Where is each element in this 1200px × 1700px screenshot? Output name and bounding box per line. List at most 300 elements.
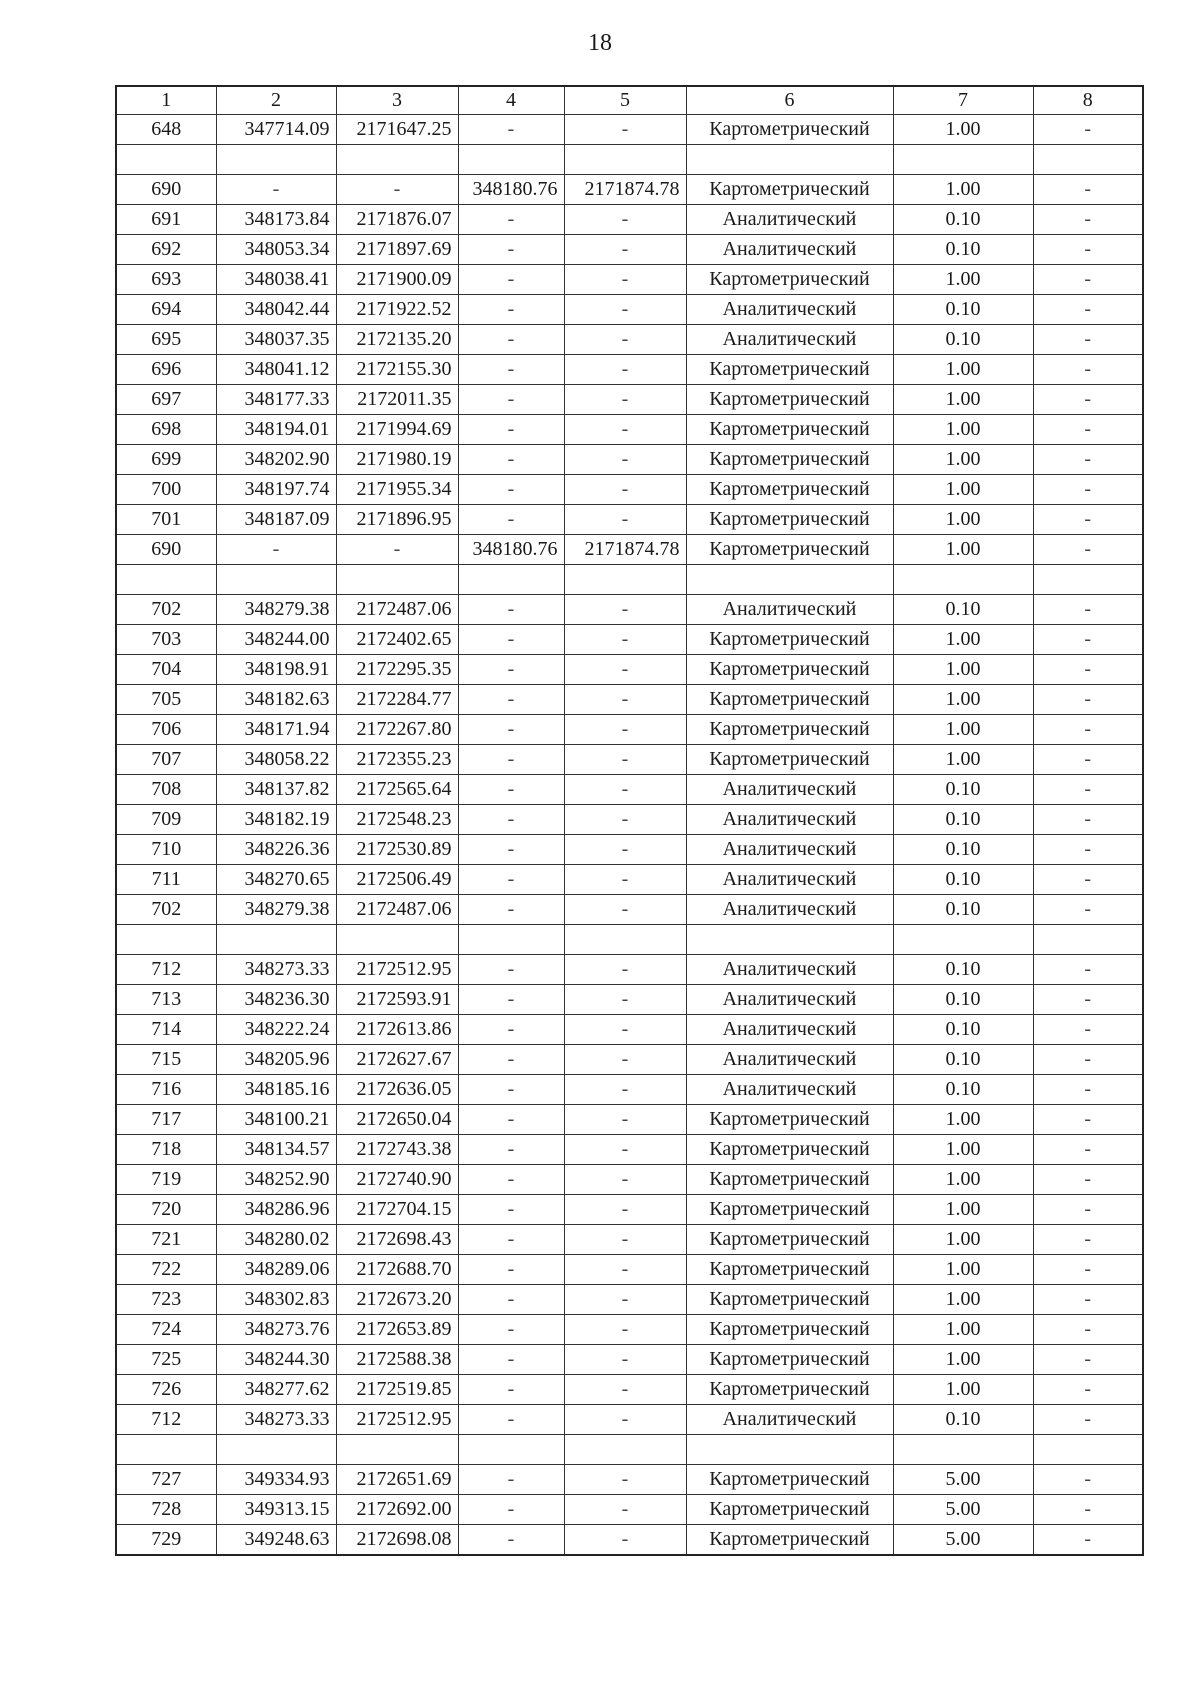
table-cell: -	[458, 1015, 564, 1045]
table-cell: -	[1033, 775, 1143, 805]
table-cell: -	[564, 955, 686, 985]
table-cell: -	[458, 475, 564, 505]
table-cell: 1.00	[893, 475, 1033, 505]
table-cell	[1033, 565, 1143, 595]
table-cell: -	[564, 505, 686, 535]
table-cell: -	[458, 1285, 564, 1315]
table-cell: 348252.90	[216, 1165, 336, 1195]
table-cell: 2172673.20	[336, 1285, 458, 1315]
table-cell: -	[564, 1465, 686, 1495]
table-cell: -	[564, 1075, 686, 1105]
table-cell: Аналитический	[686, 1075, 893, 1105]
table-cell: -	[1033, 1315, 1143, 1345]
table-cell: -	[564, 1405, 686, 1435]
table-cell: 699	[116, 445, 216, 475]
table-cell: 0.10	[893, 595, 1033, 625]
table-cell: -	[216, 175, 336, 205]
table-cell: -	[564, 715, 686, 745]
table-cell: 348180.76	[458, 535, 564, 565]
table-cell: -	[564, 895, 686, 925]
table-cell: 2172135.20	[336, 325, 458, 355]
table-cell: 701	[116, 505, 216, 535]
table-cell: 0.10	[893, 895, 1033, 925]
table-cell: 2172402.65	[336, 625, 458, 655]
table-cell: 348244.00	[216, 625, 336, 655]
table-cell: 348289.06	[216, 1255, 336, 1285]
table-cell: -	[564, 475, 686, 505]
table-cell: -	[1033, 325, 1143, 355]
table-cell: -	[564, 1375, 686, 1405]
table-cell	[216, 145, 336, 175]
table-cell: 348280.02	[216, 1225, 336, 1255]
table-cell: Картометрический	[686, 505, 893, 535]
table-cell: -	[458, 775, 564, 805]
table-row	[116, 955, 1143, 985]
table-cell: 1.00	[893, 1285, 1033, 1315]
table-cell: -	[564, 115, 686, 145]
table-cell: -	[458, 715, 564, 745]
table-row	[116, 415, 1143, 445]
table-cell: 2172651.69	[336, 1465, 458, 1495]
table-cell: Картометрический	[686, 1345, 893, 1375]
table-row	[116, 775, 1143, 805]
table-cell: 2172565.64	[336, 775, 458, 805]
table-cell: -	[1033, 415, 1143, 445]
table-cell: 348182.63	[216, 685, 336, 715]
table-cell: -	[564, 835, 686, 865]
table-cell: 718	[116, 1135, 216, 1165]
table-cell: 0.10	[893, 805, 1033, 835]
table-cell: 695	[116, 325, 216, 355]
table-cell	[116, 1435, 216, 1465]
table-cell: Аналитический	[686, 1045, 893, 1075]
table-cell: 0.10	[893, 955, 1033, 985]
table-cell: Картометрический	[686, 1255, 893, 1285]
table-cell: 0.10	[893, 985, 1033, 1015]
table-cell: -	[564, 1345, 686, 1375]
table-cell: 2171647.25	[336, 115, 458, 145]
column-header: 8	[1033, 86, 1143, 115]
table-cell: -	[1033, 1195, 1143, 1225]
column-header: 6	[686, 86, 893, 115]
table-cell: 702	[116, 895, 216, 925]
table-cell: Аналитический	[686, 955, 893, 985]
table-cell	[116, 565, 216, 595]
table-cell: -	[458, 895, 564, 925]
table-cell: Аналитический	[686, 895, 893, 925]
table-cell: 1.00	[893, 1195, 1033, 1225]
table-cell: -	[458, 355, 564, 385]
table-cell: -	[564, 1165, 686, 1195]
table-cell: 348270.65	[216, 865, 336, 895]
table-row	[116, 685, 1143, 715]
table-cell: Аналитический	[686, 865, 893, 895]
table-cell: -	[564, 445, 686, 475]
table-cell	[1033, 1435, 1143, 1465]
table-cell: -	[458, 1405, 564, 1435]
table-cell: Картометрический	[686, 1135, 893, 1165]
table-cell: Картометрический	[686, 1105, 893, 1135]
table-cell: 0.10	[893, 1045, 1033, 1075]
table-cell: -	[1033, 745, 1143, 775]
table-cell: 2171876.07	[336, 205, 458, 235]
table-cell: 708	[116, 775, 216, 805]
table-row	[116, 1015, 1143, 1045]
table-row	[116, 175, 1143, 205]
table-cell: -	[564, 985, 686, 1015]
table-cell: -	[564, 385, 686, 415]
table-cell: 690	[116, 175, 216, 205]
table-cell: 2172593.91	[336, 985, 458, 1015]
table-cell: -	[564, 1255, 686, 1285]
table-cell	[893, 145, 1033, 175]
table-cell: -	[1033, 865, 1143, 895]
table-cell: 702	[116, 595, 216, 625]
table-cell: -	[1033, 445, 1143, 475]
table-cell: 703	[116, 625, 216, 655]
table-row	[116, 505, 1143, 535]
table-cell	[216, 565, 336, 595]
table-cell: 0.10	[893, 235, 1033, 265]
table-cell: 714	[116, 1015, 216, 1045]
table-cell: 348226.36	[216, 835, 336, 865]
table-cell: Аналитический	[686, 775, 893, 805]
table-cell	[1033, 925, 1143, 955]
table-cell: 5.00	[893, 1525, 1033, 1556]
table-cell: Картометрический	[686, 655, 893, 685]
table-cell: -	[564, 1225, 686, 1255]
table-cell: 348137.82	[216, 775, 336, 805]
table-cell: 2172155.30	[336, 355, 458, 385]
table-cell: 1.00	[893, 1135, 1033, 1165]
table-cell: -	[458, 1525, 564, 1556]
table-cell: 721	[116, 1225, 216, 1255]
table-cell: 1.00	[893, 715, 1033, 745]
table-cell: 0.10	[893, 1075, 1033, 1105]
table-cell	[116, 925, 216, 955]
table-row	[116, 1045, 1143, 1075]
table-cell: -	[1033, 1045, 1143, 1075]
table-cell: -	[1033, 235, 1143, 265]
table-cell: 726	[116, 1375, 216, 1405]
table-cell: -	[1033, 205, 1143, 235]
table-cell: 0.10	[893, 1015, 1033, 1045]
table-cell: 696	[116, 355, 216, 385]
table-cell: -	[458, 1255, 564, 1285]
table-cell: -	[564, 655, 686, 685]
table-cell: 2172295.35	[336, 655, 458, 685]
table-cell: -	[564, 415, 686, 445]
table-cell: 348100.21	[216, 1105, 336, 1135]
table-cell: -	[1033, 1135, 1143, 1165]
table-row	[116, 1075, 1143, 1105]
table-cell: -	[1033, 685, 1143, 715]
table-cell: -	[564, 1285, 686, 1315]
table-cell: -	[458, 1315, 564, 1345]
table-cell: -	[458, 1075, 564, 1105]
table-cell: 348205.96	[216, 1045, 336, 1075]
table-row	[116, 625, 1143, 655]
table-cell: -	[458, 595, 564, 625]
table-row	[116, 445, 1143, 475]
table-cell: -	[1033, 1495, 1143, 1525]
table-cell	[458, 1435, 564, 1465]
table-cell: 2172355.23	[336, 745, 458, 775]
table-cell: -	[1033, 1105, 1143, 1135]
table-cell: Картометрический	[686, 445, 893, 475]
table-cell: -	[564, 1495, 686, 1525]
table-cell	[336, 1435, 458, 1465]
table-cell: 1.00	[893, 625, 1033, 655]
table-cell: 715	[116, 1045, 216, 1075]
table-cell: 2171980.19	[336, 445, 458, 475]
table-cell: -	[1033, 895, 1143, 925]
table-row	[116, 715, 1143, 745]
table-cell: -	[1033, 385, 1143, 415]
table-cell: 2172636.05	[336, 1075, 458, 1105]
table-cell: -	[564, 805, 686, 835]
separator-row	[116, 1435, 1143, 1465]
table-body	[116, 86, 1143, 1555]
table-cell	[336, 145, 458, 175]
table-cell: 348273.33	[216, 1405, 336, 1435]
table-cell	[564, 145, 686, 175]
table-cell: 697	[116, 385, 216, 415]
table-cell: -	[564, 295, 686, 325]
table-cell: 2172530.89	[336, 835, 458, 865]
table-cell: 348041.12	[216, 355, 336, 385]
table-cell: 713	[116, 985, 216, 1015]
table-cell: 2171896.95	[336, 505, 458, 535]
table-cell: -	[1033, 1075, 1143, 1105]
table-cell: -	[458, 865, 564, 895]
table-cell: 2172512.95	[336, 955, 458, 985]
table-row	[116, 1405, 1143, 1435]
table-cell: 2172487.06	[336, 595, 458, 625]
column-header: 3	[336, 86, 458, 115]
separator-row	[116, 145, 1143, 175]
table-cell: 348273.76	[216, 1315, 336, 1345]
table-row	[116, 1525, 1143, 1556]
table-cell: 716	[116, 1075, 216, 1105]
table-cell: -	[216, 535, 336, 565]
table-cell: -	[1033, 1165, 1143, 1195]
table-cell: 690	[116, 535, 216, 565]
table-cell: -	[1033, 715, 1143, 745]
table-cell: 710	[116, 835, 216, 865]
table-cell: -	[458, 955, 564, 985]
table-cell: Картометрический	[686, 355, 893, 385]
table-cell: 712	[116, 955, 216, 985]
table-cell: -	[458, 235, 564, 265]
table-cell: 348302.83	[216, 1285, 336, 1315]
table-cell: 2171955.34	[336, 475, 458, 505]
table-cell: -	[564, 865, 686, 895]
table-cell: -	[458, 325, 564, 355]
table-cell: -	[458, 1375, 564, 1405]
table-cell: -	[564, 355, 686, 385]
table-cell	[893, 1435, 1033, 1465]
table-cell: 728	[116, 1495, 216, 1525]
table-row	[116, 1105, 1143, 1135]
table-cell: 2172698.08	[336, 1525, 458, 1556]
table-cell: -	[458, 385, 564, 415]
table-cell: Картометрический	[686, 745, 893, 775]
table-cell: 348222.24	[216, 1015, 336, 1045]
table-cell	[458, 565, 564, 595]
table-cell: 1.00	[893, 745, 1033, 775]
table-cell: 5.00	[893, 1465, 1033, 1495]
table-cell: 348194.01	[216, 415, 336, 445]
table-cell: -	[564, 685, 686, 715]
table-cell	[686, 145, 893, 175]
table-cell: -	[1033, 1225, 1143, 1255]
table-cell: 1.00	[893, 1375, 1033, 1405]
table-cell: -	[1033, 475, 1143, 505]
table-cell: -	[1033, 175, 1143, 205]
table-cell: 348198.91	[216, 655, 336, 685]
table-cell: 348279.38	[216, 595, 336, 625]
table-cell: -	[458, 205, 564, 235]
table-cell: -	[1033, 985, 1143, 1015]
table-row	[116, 595, 1143, 625]
table-cell: Аналитический	[686, 1405, 893, 1435]
coordinates-table	[115, 85, 1144, 1556]
table-cell: -	[564, 595, 686, 625]
table-cell: Картометрический	[686, 1165, 893, 1195]
table-cell: 704	[116, 655, 216, 685]
table-cell: Аналитический	[686, 325, 893, 355]
table-cell: 712	[116, 1405, 216, 1435]
column-header: 5	[564, 86, 686, 115]
table-cell: 2172512.95	[336, 1405, 458, 1435]
table-cell: -	[1033, 595, 1143, 625]
table-cell: Аналитический	[686, 595, 893, 625]
table-row	[116, 115, 1143, 145]
table-cell: 724	[116, 1315, 216, 1345]
table-cell: 348171.94	[216, 715, 336, 745]
table-cell: -	[1033, 1255, 1143, 1285]
table-cell: 1.00	[893, 115, 1033, 145]
table-cell: 5.00	[893, 1495, 1033, 1525]
table-row	[116, 475, 1143, 505]
table-cell: 2172653.89	[336, 1315, 458, 1345]
table-cell: 2171922.52	[336, 295, 458, 325]
table-cell: 2172487.06	[336, 895, 458, 925]
table-cell: -	[1033, 505, 1143, 535]
table-cell: -	[1033, 835, 1143, 865]
table-cell: 2171900.09	[336, 265, 458, 295]
table-cell: 0.10	[893, 325, 1033, 355]
table-cell: 720	[116, 1195, 216, 1225]
table-header-row	[116, 86, 1143, 115]
table-cell: Картометрический	[686, 1195, 893, 1225]
table-cell: -	[458, 1105, 564, 1135]
table-cell: Картометрический	[686, 1315, 893, 1345]
table-cell: 348173.84	[216, 205, 336, 235]
table-cell: -	[564, 775, 686, 805]
table-cell: 2172519.85	[336, 1375, 458, 1405]
table-cell: Аналитический	[686, 1015, 893, 1045]
table-cell: -	[564, 1105, 686, 1135]
table-cell: Картометрический	[686, 475, 893, 505]
table-cell: -	[564, 625, 686, 655]
table-cell: -	[1033, 655, 1143, 685]
table-cell: 2172650.04	[336, 1105, 458, 1135]
table-cell: -	[1033, 1375, 1143, 1405]
table-cell: 348037.35	[216, 325, 336, 355]
table-cell: 2172011.35	[336, 385, 458, 415]
table-cell: 719	[116, 1165, 216, 1195]
table-cell: -	[458, 1345, 564, 1375]
table-cell: 717	[116, 1105, 216, 1135]
table-cell: 348134.57	[216, 1135, 336, 1165]
column-header: 1	[116, 86, 216, 115]
table-cell: -	[458, 1165, 564, 1195]
table-cell: -	[458, 745, 564, 775]
table-cell: 2172506.49	[336, 865, 458, 895]
table-cell: -	[458, 685, 564, 715]
table-cell: 723	[116, 1285, 216, 1315]
table-cell	[116, 145, 216, 175]
table-cell: 349313.15	[216, 1495, 336, 1525]
table-cell: 1.00	[893, 1105, 1033, 1135]
table-cell: -	[1033, 355, 1143, 385]
table-cell: 348286.96	[216, 1195, 336, 1225]
table-cell: 1.00	[893, 1165, 1033, 1195]
table-cell: 694	[116, 295, 216, 325]
table-row	[116, 865, 1143, 895]
table-cell: 348185.16	[216, 1075, 336, 1105]
table-cell: 1.00	[893, 1225, 1033, 1255]
table-cell: Аналитический	[686, 985, 893, 1015]
table-cell: 2171874.78	[564, 175, 686, 205]
table-row	[116, 265, 1143, 295]
table-row	[116, 235, 1143, 265]
table-cell	[686, 925, 893, 955]
table-cell: -	[458, 115, 564, 145]
table-cell: 348197.74	[216, 475, 336, 505]
table-cell: 1.00	[893, 385, 1033, 415]
separator-row	[116, 565, 1143, 595]
table-cell: 700	[116, 475, 216, 505]
table-cell: 2172548.23	[336, 805, 458, 835]
table-cell: 711	[116, 865, 216, 895]
table-row	[116, 1195, 1143, 1225]
table-row	[116, 1255, 1143, 1285]
table-cell: -	[564, 265, 686, 295]
table-row	[116, 1375, 1143, 1405]
table-cell: 691	[116, 205, 216, 235]
table-cell: -	[336, 535, 458, 565]
table-cell: -	[564, 745, 686, 775]
table-cell	[216, 1435, 336, 1465]
table-cell	[686, 565, 893, 595]
table-cell: 348244.30	[216, 1345, 336, 1375]
table-row	[116, 295, 1143, 325]
table-cell: -	[458, 265, 564, 295]
table-cell: 348177.33	[216, 385, 336, 415]
table-row	[116, 985, 1143, 1015]
table-cell: Аналитический	[686, 295, 893, 325]
table-cell: -	[1033, 535, 1143, 565]
table-cell: Картометрический	[686, 685, 893, 715]
table-row	[116, 745, 1143, 775]
table-cell: -	[458, 985, 564, 1015]
table-row	[116, 805, 1143, 835]
table-cell: -	[1033, 1285, 1143, 1315]
table-cell: -	[1033, 1405, 1143, 1435]
